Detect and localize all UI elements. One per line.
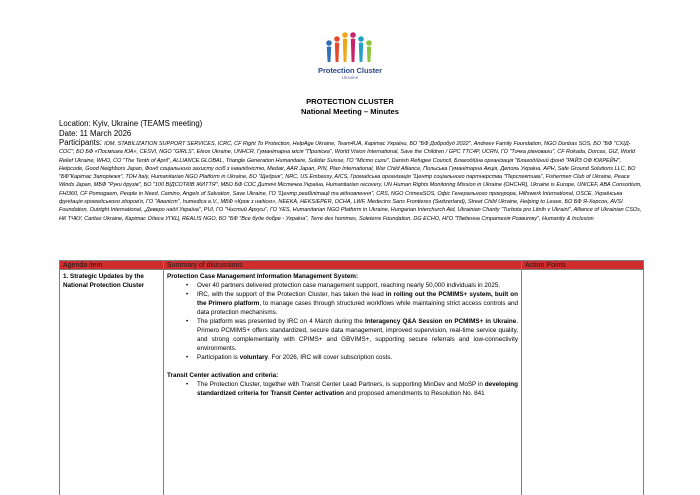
- participants-text: IOM, STABILIZATION SUPPORT SERVICES, ICRC, CF Right To Protection, HelpAge Ukraine, Team4UA, Карітас України, БО "БФ Добробуд 2022", Andreev Family Foundation, NGO Donbas SOS, БО "БФ "СХІД-СОС", БО БФ «Посмішка ЮА», CESVI, NGO "GIRLS", Eleos Ukraine, UNHCR, Гуманітарна місія "Проліска", World Vision International, Save the Children / GPC TTC4P, UCRN, ГО "Точка рівноваги", CF Rokada, Dorcas, GIZ, World Relief Ukraine, WHO, CO "The Tenth of April", ALLIANCE.GLOBAL, Triangle Generation Humanitaire, Solidar Suisse, ГО "Місто сили", Danish Refugee Council, Благодійна організація "Благодійний фонд "РАЙЗ ОФ ЮКРЕЙН", Helpcode, Good Neighbors Japan, Фонд соціального захисту осіб з інвалідністю, Medair, AAR Japan, PIN, Plan International, War Child Alliance, Польська Гуманітарна Акція, Деполь Україна, APH, Safe Ground Solutions LLC, БО "БФ"Карітас Запоріжжя", TDH Italy, Humanitarian NGO Platform in Ukraine, БО "Щедрик", NRC, US Embassy, AICS, Громадська організація "Центр соціального партнерства "Перспектива", Fishermen Club of Ukraine, Peace Winds Japan, МБФ "Руки друзів", БО "100 ВІДСОТКІВ ЖИТТЯ", МБО БФ СОС Дитячі Містечка Україна, Humanitarian recovery, UN Human Rights Monitoring Mission in Ukraine (OHCHR), Ukraine is Europe, UNICEF, ABA Consortium, FHI360, CF Pomogaem, People in Need, Camino, Angels of Salvation, Save Ukraine, ГО "Центр реабілітації та відновлення", CRS, NGO CrimeaSOS, Офіс Генерального прокурора, Hilfswerk International, OSCE, Українська фундація громадського здоров'я, ГО "Аваліст", humedica e.V., МБФ «Крок з надією», NEEKA, HEKS/EPER, OCHA, LWF, Medecins Sans Frontieres (Switzerland), Street Child Ukraine, Helping to Leave, БО БФ Я-Херсон, AVSI Foundation, Outright International, „Деверо надії Україна", PUI, ГО "Чистий Архуш", ГО YES, Humanitarian NGO Platform in Ukraine, Hungarian Interchurch Aid, Ukrainian Charity "Turbota pro Litnih v Ukraini", Alliance of Ukrainian CSOs, НК ТЧКУ, Caritas Ukraine, Карітас Одеса УГКЦ, REALIS NGO, БО "БФ "Все буде добре - Україна", Terre des hommes, Soleterre Foundation, DG ECHO, НГО "Південна Стратегія Розвитку", Humanity & Inclusion: [59, 141, 642, 222]
- bullet-text-pre: Over 40 partners delivered protection case management support, reaching nearly 50,000 individuals in 2025.: [197, 282, 501, 289]
- bullet-text-post: . For 2026, IRC will cover subscription costs.: [268, 354, 393, 361]
- bullet-text-pre: The platform was presented by IRC on 4 March during the: [197, 318, 365, 325]
- table-header-row: [60, 261, 644, 270]
- figure-head: [342, 32, 348, 38]
- figure-body: [367, 47, 371, 63]
- figure-head: [334, 36, 340, 42]
- list-item: [167, 317, 518, 353]
- figure-head: [350, 32, 356, 38]
- bullet-text-post: , to manage cases through structured workflows while maintaining strict access controls and data protection mechanisms.: [197, 300, 518, 316]
- logo-title: Protection Cluster: [317, 66, 383, 75]
- bullet-text-pre: IRC, with the support of the Protection Cluster, has taken the lead: [197, 291, 386, 298]
- bullet-text-post: and proposed amendments to Resolution No. 841: [343, 390, 485, 397]
- list-item: [167, 290, 518, 317]
- people-figures-icon: [325, 26, 375, 64]
- figure-body: [327, 47, 331, 63]
- protection-cluster-logo: [308, 26, 392, 92]
- figure-body: [351, 39, 355, 63]
- figure-body: [343, 39, 347, 63]
- document-title: PROTECTION CLUSTER: [306, 97, 394, 106]
- list-item: [167, 380, 518, 398]
- figure-head: [326, 40, 332, 46]
- header-summary: Summary of discussions: [164, 261, 522, 270]
- header-action-points: Action Points: [522, 261, 644, 270]
- section-title-pcmims: Protection Case Management Information Management System:: [167, 273, 359, 280]
- figure-head: [358, 36, 364, 42]
- logo-subtitle: Ukraine: [341, 76, 359, 81]
- minutes-table: [59, 260, 644, 495]
- bullet-text-pre: The Protection Cluster, together with Transit Center Lead Partners, is supporting MinDev and MoSP in: [197, 381, 485, 388]
- meeting-date: Date: 11 March 2026: [59, 129, 132, 138]
- document-subtitle: National Meeting – Minutes: [301, 107, 399, 116]
- meeting-location: Location: Kyiv, Ukraine (TEAMS meeting): [59, 119, 203, 128]
- list-item: [167, 353, 518, 362]
- bullet-text-bold: voluntary: [239, 354, 269, 361]
- bullet-list-transit: [167, 380, 518, 398]
- figure-body: [359, 43, 363, 63]
- bullet-text-pre: Participation is: [197, 354, 240, 361]
- bullet-text-bold: Interagency Q&A Session on PCMIMS+ in Ukraine: [364, 318, 517, 325]
- figure-head: [366, 40, 372, 46]
- bullet-text-bold: in rolling out the PCMIMS+ system, built on the Primero platform: [197, 291, 518, 307]
- header-agenda-item: Agenda item: [60, 261, 164, 270]
- action-points-cell: [522, 270, 644, 495]
- section-title-transit: Transit Center activation and criteria:: [167, 372, 279, 379]
- participants-list: [59, 139, 645, 223]
- table-row: [60, 270, 644, 495]
- bullet-text-post: . Primero PCMIMS+ offers standardized, secure data management, improved supervision, real-time service quality, and strong complementarity with CPIMS+ and GBVIMS+, supporting secure referrals and low-connectivity environments.: [197, 318, 518, 352]
- participants-label: Participants:: [59, 138, 105, 147]
- bullet-text-bold: developing standardized criteria for Transit Center activation: [197, 381, 518, 397]
- agenda-item-cell: 1. Strategic Updates by the National Protection Cluster: [60, 270, 164, 495]
- summary-cell: [164, 270, 522, 495]
- list-item: [167, 281, 518, 290]
- figure-body: [335, 43, 339, 63]
- bullet-list-pcmims: [167, 281, 518, 362]
